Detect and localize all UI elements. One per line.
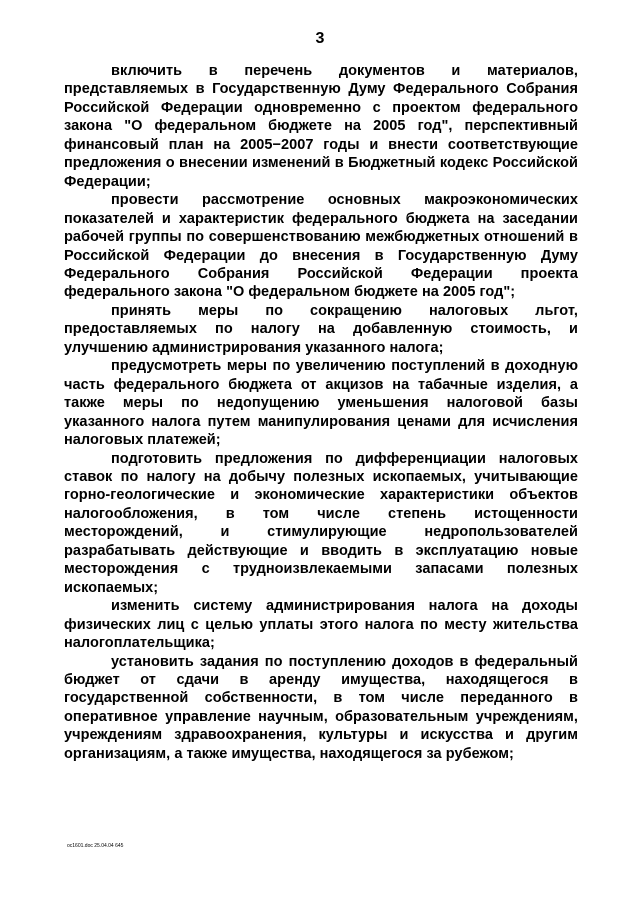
paragraph-include-documents: включить в перечень документов и материалов, представляемых в Государственную Думу Федерального Собрания Российской Федерации одновременно с проектом федерального закона "О федеральном бюджете на 2005 год", перспективный финансовый план на 2005−2007 годы и внести соответствующие предложения о внесении изменений в Бюджетный кодекс Российской Федерации;	[64, 63, 578, 190]
document-footer: ос1601.doc 25.04.04 645	[67, 843, 124, 849]
paragraph-review-indicators: провести рассмотрение основных макроэкономических показателей и характеристик федерального бюджета на заседании рабочей группы по совершенствованию межбюджетных отношений в Российской Федерации до внесения в Государственную Думу Федерального Собрания Российской Федерации проекта федерального закона "О федеральном бюджете на 2005 год";	[64, 192, 578, 301]
paragraph-property-rent-income: установить задания по поступлению доходов в федеральный бюджет от сдачи в аренду имущества, находящегося в государственной собственности, в том числе переданного в оперативное управление научным, образовательным учреждениям, учреждениям здравоохранения, культуры и искусства и другим организациям, а также имущества, находящегося за рубежом;	[64, 653, 578, 762]
page-number: 3	[315, 30, 325, 47]
paragraph-tobacco-excise: предусмотреть меры по увеличению поступлений в доходную часть федерального бюджета от акцизов на табачные изделия, а также меры по недопущению уменьшения налоговой базы указанного налога путем манипулирования ценами для исчисления налоговых платежей;	[64, 358, 578, 449]
paragraph-personal-income-tax: изменить систему администрирования налога на доходы физических лиц с целью уплаты этого налога по месту жительства налогоплательщика;	[64, 598, 578, 652]
paragraph-vat-benefits: принять меры по сокращению налоговых льгот, предоставляемых по налогу на добавленную стоимость, и улучшению администрирования указанного налога;	[64, 302, 578, 356]
body-text	[64, 62, 578, 763]
paragraph-mineral-extraction-tax: подготовить предложения по дифференциации налоговых ставок по налогу на добычу полезных ископаемых, учитывающие горно-геологические и экономические характеристики объектов налогообложения, в том числе степень истощенности месторождений, и стимулирующие недропользователей разрабатывать действующие и вводить в эксплуатацию новые месторождения с трудноизвлекаемыми запасами полезных ископаемых;	[64, 450, 578, 596]
